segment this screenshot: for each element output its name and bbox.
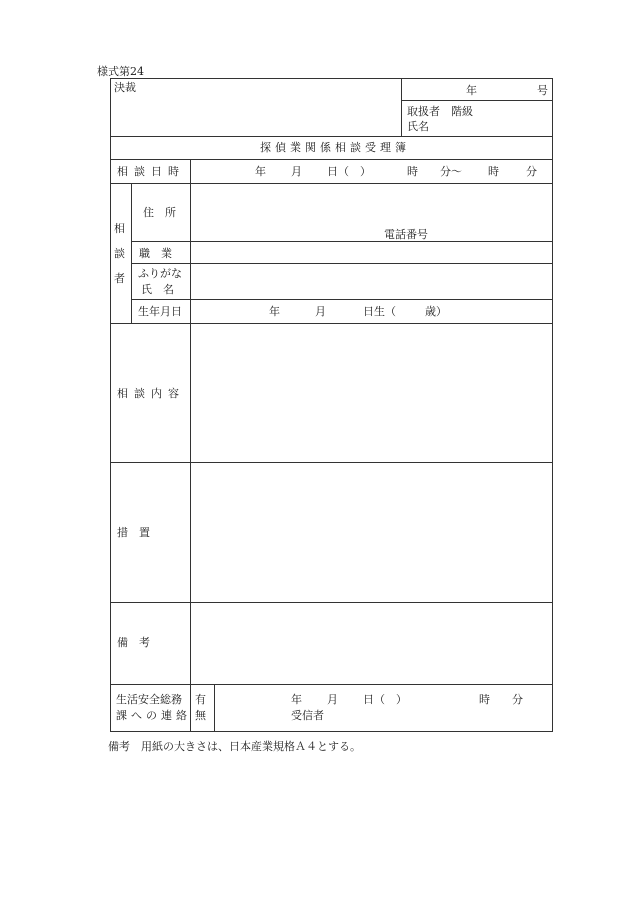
consult-datetime-label: 相談日時 — [117, 165, 185, 178]
dob-label: 生年月日 — [138, 305, 182, 318]
contact-yes: 有 — [195, 693, 206, 706]
furigana-label: ふりがな — [138, 267, 182, 280]
occupation-label: 職 業 — [139, 247, 172, 260]
contact-minute: 分 — [512, 693, 523, 706]
dob-age: 歳） — [425, 305, 447, 318]
consult-day: 日（ ） — [327, 165, 371, 178]
dob-year: 年 — [269, 305, 280, 318]
contact-month: 月 — [327, 693, 338, 706]
dob-month: 月 — [315, 305, 326, 318]
dob-day: 日生（ — [363, 305, 396, 318]
consult-minute-from: 分〜 — [440, 165, 462, 178]
consultant-label-3: 者 — [114, 272, 125, 285]
address-label: 住 所 — [143, 206, 176, 219]
form-title: 探偵業関係相談受理簿 — [260, 141, 410, 154]
contact-label-1: 生活安全総務 — [116, 693, 182, 706]
content-label: 相談内容 — [117, 387, 185, 400]
receiver-label: 受信者 — [291, 709, 324, 722]
consultant-label-2: 談 — [114, 247, 125, 260]
name-label: 氏 名 — [141, 283, 174, 296]
approval-label: 決裁 — [114, 81, 136, 94]
contact-year: 年 — [291, 693, 302, 706]
consult-year: 年 — [255, 165, 266, 178]
contact-day: 日（ ） — [363, 693, 407, 706]
consult-hour: 時 — [407, 165, 418, 178]
consultant-label-1: 相 — [114, 222, 125, 235]
contact-no: 無 — [195, 709, 206, 722]
contact-label-2: 課への連絡 — [116, 709, 191, 722]
approval-year: 年 — [466, 84, 477, 97]
form-number: 様式第24 — [97, 65, 144, 78]
consult-minute-to: 分 — [526, 165, 537, 178]
consult-hour-to: 時 — [488, 165, 499, 178]
footnote: 備考 用紙の大きさは、日本産業規格Ａ４とする。 — [108, 740, 361, 753]
approval-number: 号 — [537, 84, 548, 97]
remarks-label: 備 考 — [117, 636, 150, 649]
measures-label: 措 置 — [117, 526, 150, 539]
phone-label: 電話番号 — [384, 228, 428, 241]
handler-rank: 取扱者 階級 — [407, 105, 473, 118]
consult-month: 月 — [291, 165, 302, 178]
contact-hour: 時 — [479, 693, 490, 706]
handler-name: 氏名 — [407, 120, 429, 133]
